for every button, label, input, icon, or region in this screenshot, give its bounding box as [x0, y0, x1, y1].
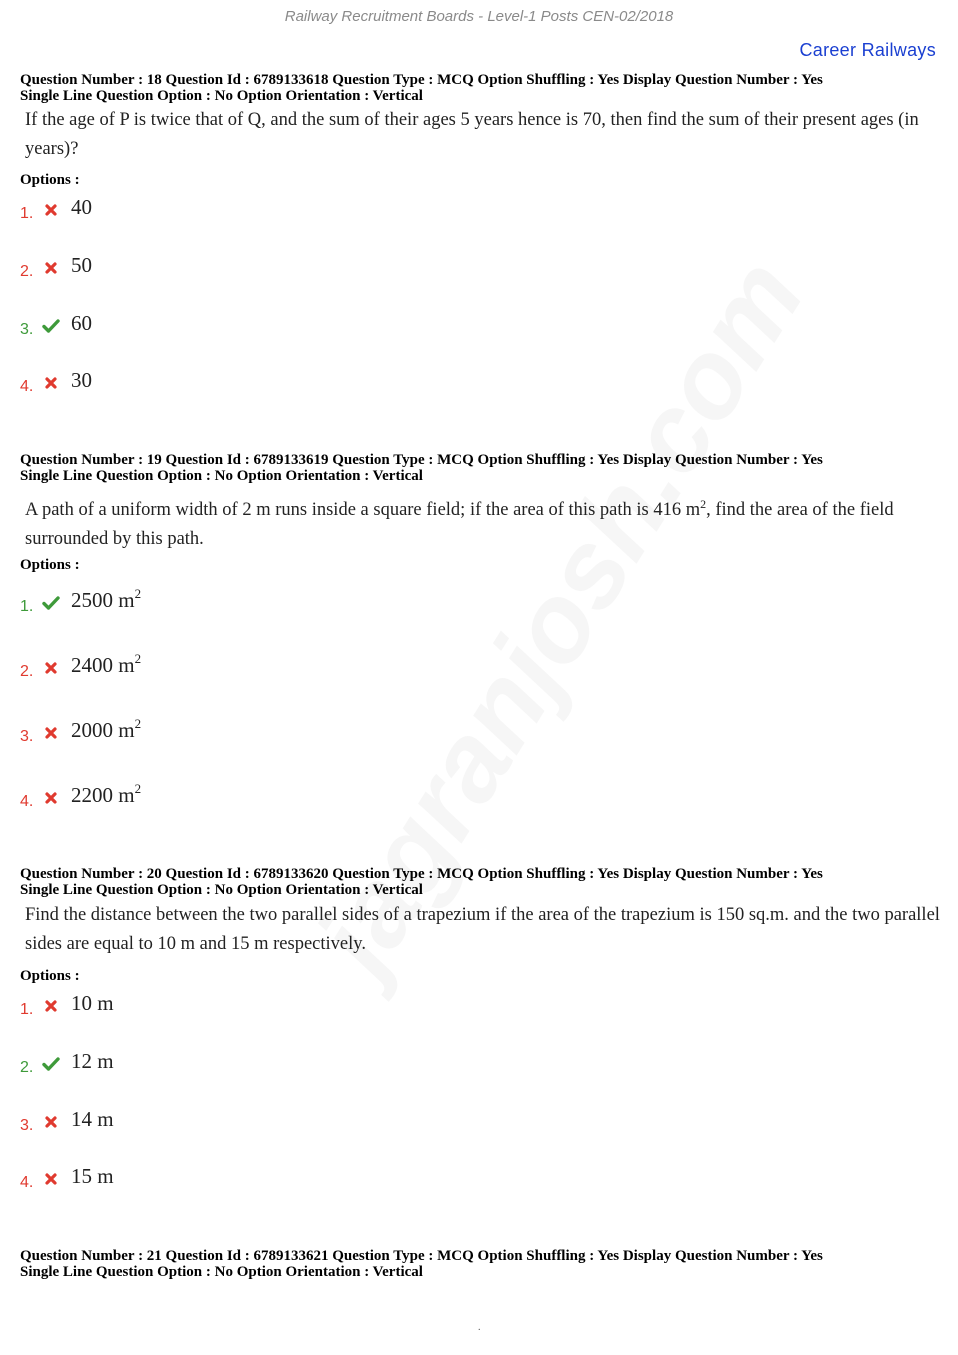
option-value	[71, 653, 141, 678]
checkmark-icon	[42, 1055, 60, 1073]
question-text-superscript: 2	[700, 497, 707, 511]
option-number: 2.	[20, 263, 34, 280]
option-value	[71, 588, 141, 613]
question-18-meta	[20, 72, 940, 104]
options-heading: Options :	[20, 968, 80, 984]
option-number: 4.	[20, 378, 34, 395]
option-value-text: 2400 m	[71, 653, 135, 677]
option-value	[71, 783, 141, 808]
question-text-part: , find the area of the field surrounded by this path.	[25, 500, 894, 550]
cross-icon	[42, 789, 60, 807]
option-number: 4.	[20, 793, 34, 810]
option-value-superscript: 2	[134, 781, 142, 796]
option-value-text: 2000 m	[71, 718, 135, 742]
option-number: 2.	[20, 663, 34, 680]
option-value	[71, 718, 141, 743]
cross-icon	[42, 659, 60, 677]
option-number: 3.	[20, 321, 34, 338]
question-meta-line1: Question Number : 21 Question Id : 6789133621 Question Type : MCQ Option Shuffling : Yes Display Question Number : Yes	[20, 1248, 823, 1264]
option-value	[71, 991, 114, 1016]
question-meta-line1: Question Number : 18 Question Id : 6789133618 Question Type : MCQ Option Shuffling : Yes Display Question Number : Yes	[20, 72, 823, 88]
cross-icon	[42, 1170, 60, 1188]
option-number: 1.	[20, 1001, 34, 1018]
option-value	[71, 195, 92, 220]
question-meta-line2: Single Line Question Option : No Option Orientation : Vertical	[20, 468, 423, 484]
question-19-text	[25, 490, 940, 554]
option-number: 1.	[20, 598, 34, 615]
question-meta-line2: Single Line Question Option : No Option Orientation : Vertical	[20, 1264, 423, 1280]
cross-icon	[42, 259, 60, 277]
question-meta-line1: Question Number : 20 Question Id : 6789133620 Question Type : MCQ Option Shuffling : Yes Display Question Number : Yes	[20, 866, 823, 882]
question-20-text: Find the distance between the two parallel sides of a trapezium if the area of the trapezium is 150 sq.m. and the two parallel sides are equal to 10 m and 15 m respectively.	[25, 905, 940, 954]
question-meta-line2: Single Line Question Option : No Option Orientation : Vertical	[20, 882, 423, 898]
option-number: 4.	[20, 1174, 34, 1191]
question-20-meta	[20, 866, 940, 898]
footer-mark: .	[478, 1322, 481, 1333]
option-value	[71, 1164, 114, 1189]
option-value-text: 15 m	[71, 1164, 114, 1188]
option-value-superscript: 2	[134, 716, 142, 731]
option-value-text: 14 m	[71, 1107, 114, 1131]
cross-icon	[42, 1113, 60, 1131]
option-value-text: 10 m	[71, 991, 114, 1015]
option-value-text: 30	[71, 368, 92, 392]
checkmark-icon	[42, 594, 60, 612]
option-value	[71, 368, 92, 393]
question-21-meta	[20, 1248, 940, 1280]
option-value	[71, 1107, 114, 1132]
cross-icon	[42, 201, 60, 219]
brand-label: Career Railways	[799, 40, 936, 60]
options-heading: Options :	[20, 557, 80, 573]
option-value-superscript: 2	[134, 586, 142, 601]
option-number: 1.	[20, 205, 34, 222]
option-value-text: 60	[71, 311, 92, 335]
option-number: 3.	[20, 1117, 34, 1134]
option-value-text: 2500 m	[71, 588, 135, 612]
option-value-text: 2200 m	[71, 783, 135, 807]
option-value-superscript: 2	[134, 651, 142, 666]
question-text-part: A path of a uniform width of 2 m runs inside a square field; if the area of this path is 416 m	[25, 500, 701, 521]
option-value-text: 50	[71, 253, 92, 277]
option-number: 2.	[20, 1059, 34, 1076]
option-value	[71, 311, 92, 336]
question-18-text: If the age of P is twice that of Q, and the sum of their ages 5 years hence is 70, then find the sum of their present ages (in years)?	[25, 110, 919, 159]
options-heading: Options :	[20, 172, 80, 188]
question-19-meta	[20, 452, 940, 484]
checkmark-icon	[42, 317, 60, 335]
page-header-title: Railway Recruitment Boards - Level-1 Posts CEN-02/2018	[284, 8, 674, 25]
option-value-text: 40	[71, 195, 92, 219]
option-value	[71, 1049, 114, 1074]
option-value-text: 12 m	[71, 1049, 114, 1073]
option-number: 3.	[20, 728, 34, 745]
cross-icon	[42, 374, 60, 392]
question-meta-line2: Single Line Question Option : No Option Orientation : Vertical	[20, 88, 423, 104]
question-meta-line1: Question Number : 19 Question Id : 6789133619 Question Type : MCQ Option Shuffling : Yes Display Question Number : Yes	[20, 452, 823, 468]
cross-icon	[42, 724, 60, 742]
cross-icon	[42, 997, 60, 1015]
option-value	[71, 253, 92, 278]
